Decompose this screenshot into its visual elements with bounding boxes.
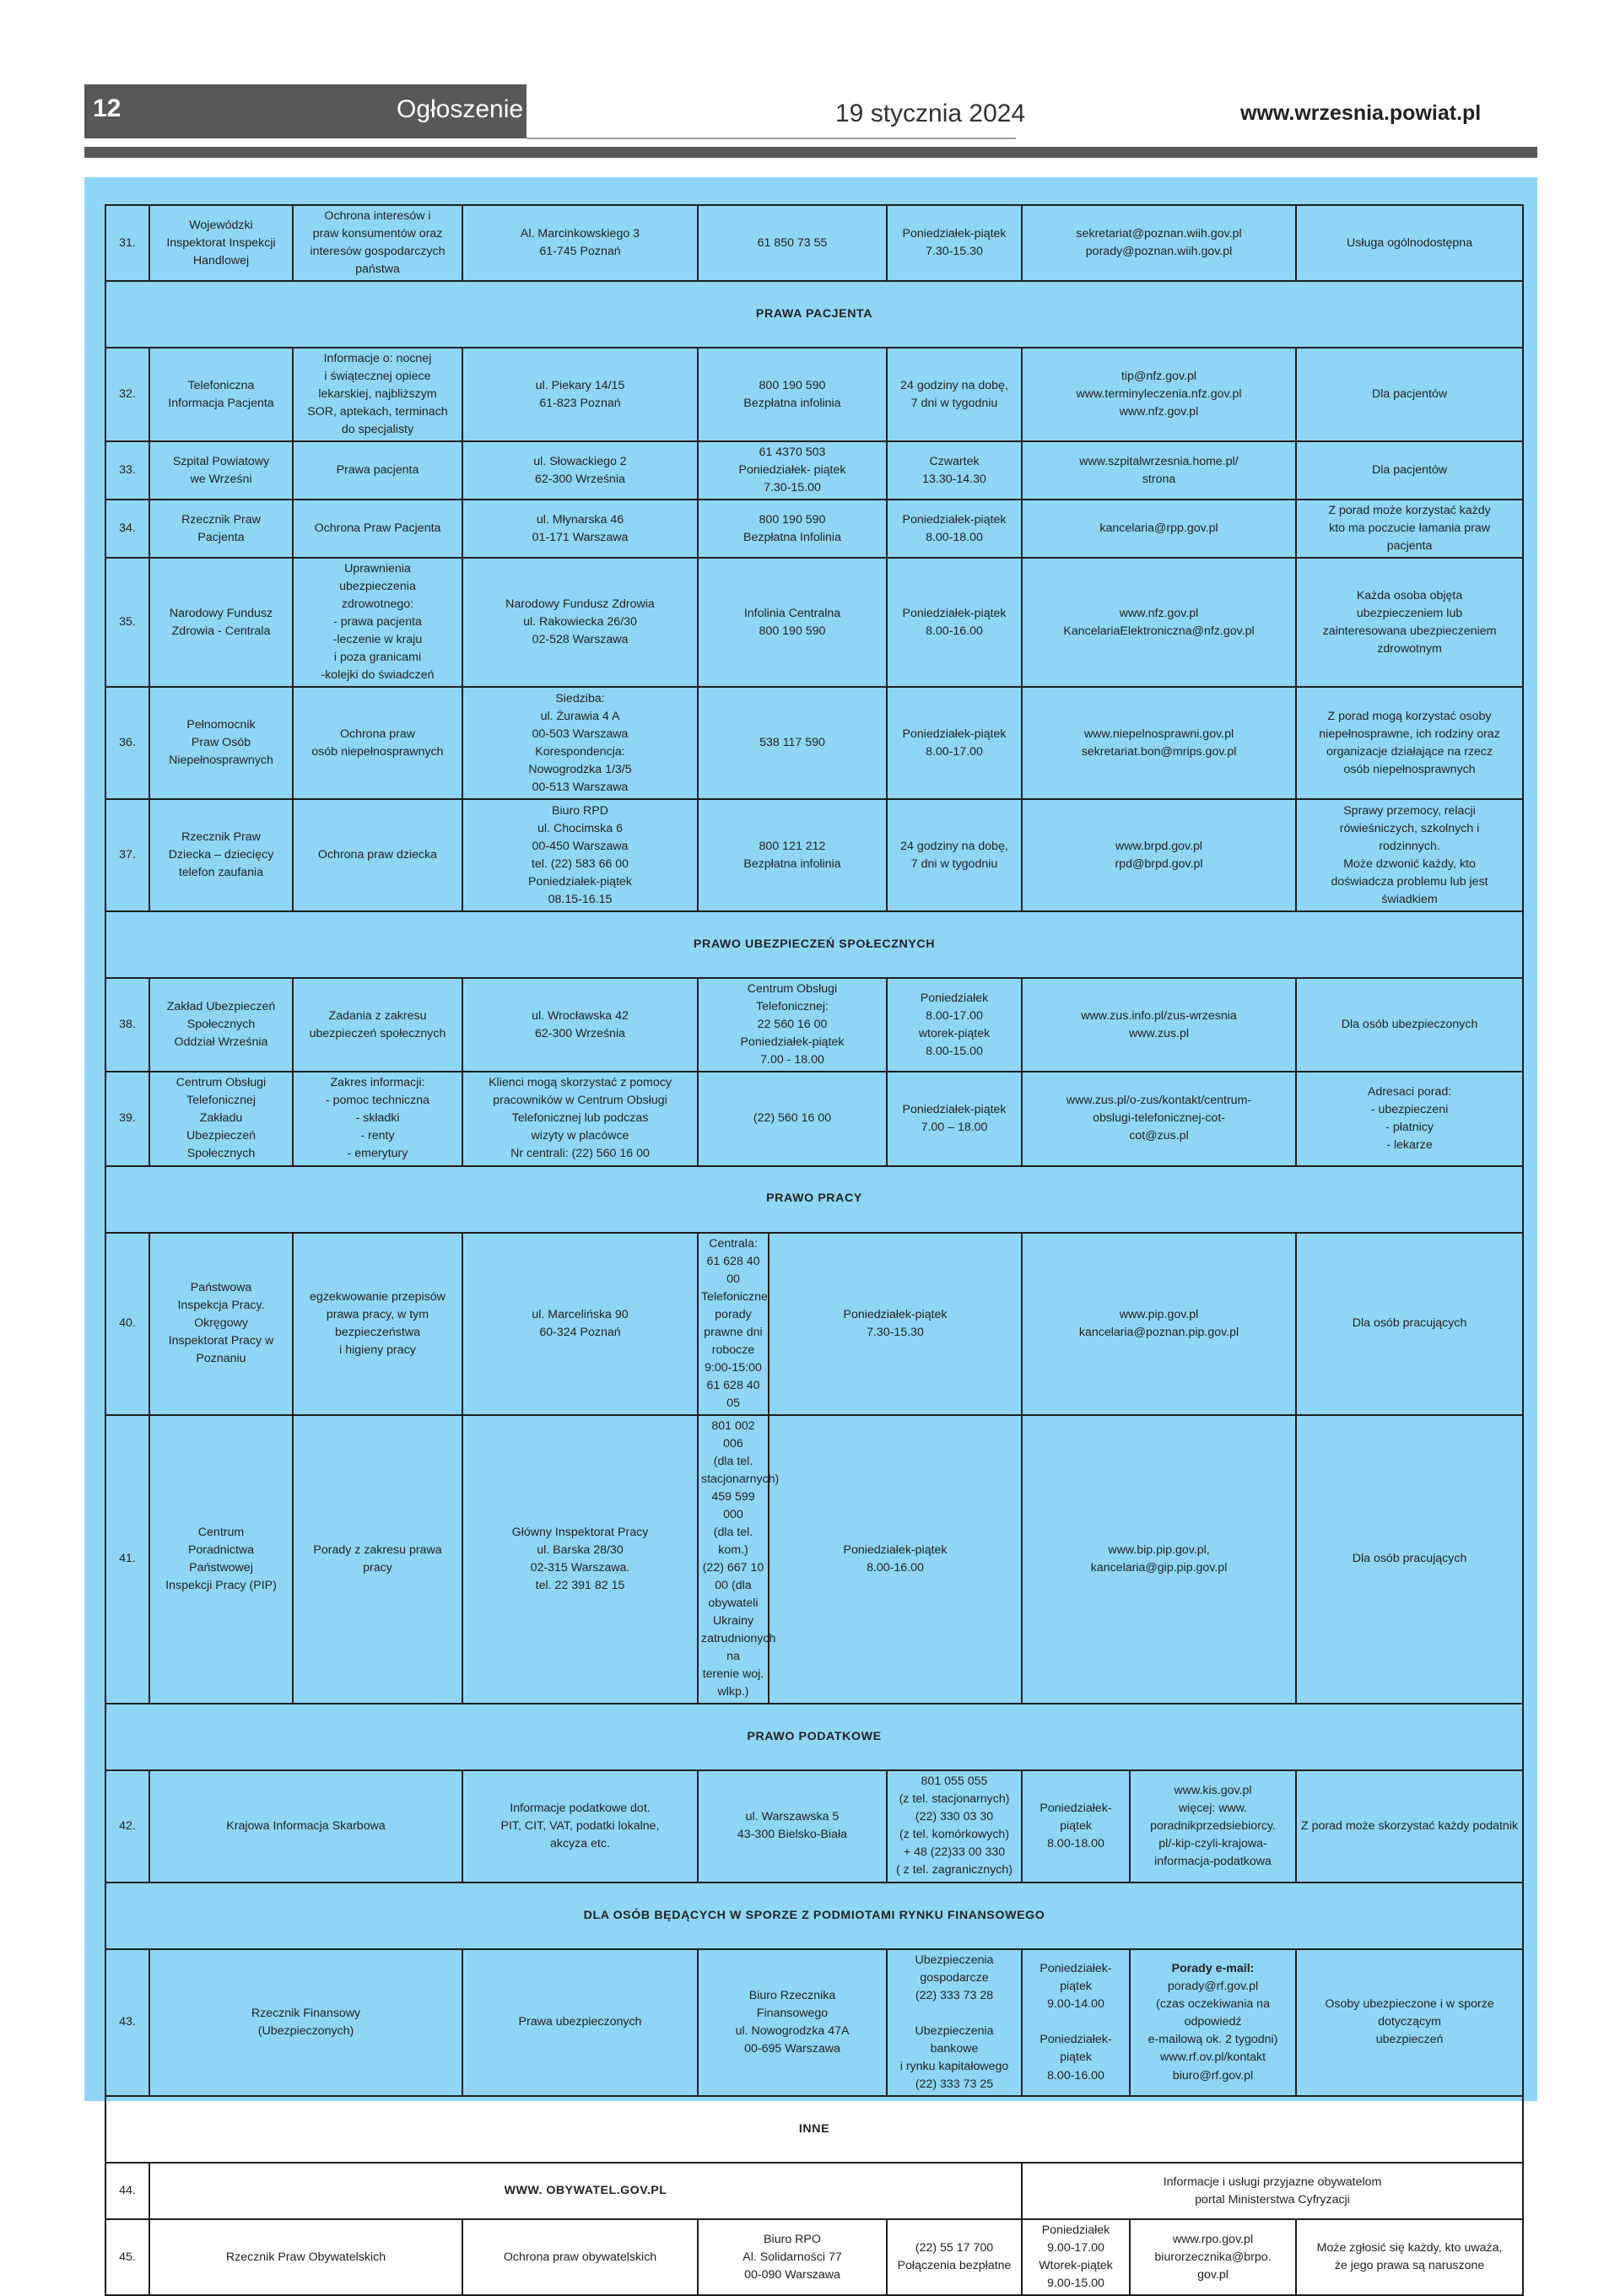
contact-cell: kancelaria@rpp.gov.pl (1022, 500, 1296, 558)
audience-cell: Adresaci porad: - ubezpieczeni - płatnicy - lekarze (1296, 1072, 1523, 1165)
website-link[interactable]: www.wrzesnia.powiat.pl (1240, 101, 1482, 125)
section-heading-row (105, 1704, 1523, 1770)
hours-cell: Poniedziałek-piątek 7.30-15.30 (769, 1233, 1022, 1415)
audience-cell: Dla osób pracujących (1296, 1415, 1523, 1704)
address-cell: ul. Marcelińska 90 60-324 Poznań (462, 1233, 698, 1415)
phone-cell: 800 190 590 Bezpłatna Infolinia (698, 500, 887, 558)
phone-cell: (22) 55 17 700 Połączenia bezpłatne (887, 2219, 1022, 2295)
hours-cell: Poniedziałek-piątek 8.00-16.00 (887, 558, 1022, 687)
table-row (105, 1949, 1523, 2096)
hours-cell: Poniedziałek-piątek 7.00 – 18.00 (887, 1072, 1022, 1165)
institution-name: Pełnomocnik Praw Osób Niepełnosprawnych (149, 687, 293, 799)
hours-cell: Poniedziałek- piątek 8.00-18.00 (1022, 1770, 1130, 1883)
section-heading-row (105, 1883, 1523, 1949)
service-scope: Informacje o: nocnej i świątecznej opiece lekarskiej, najbliższym SOR, aptekach, terminach do specjalisty (293, 348, 462, 441)
audience-cell: Sprawy przemocy, relacji rówieśniczych, szkolnych i rodzinnych. Może dzwonić każdy, kto doświadcza problemu lub jest świadkiem (1296, 799, 1523, 911)
audience-cell: Może zgłosić się każdy, kto uważa, że jego prawa są naruszone (1296, 2219, 1523, 2295)
service-scope: Ochrona praw osób niepełnosprawnych (293, 687, 462, 799)
audience-cell: Osoby ubezpieczone i w sporze dotyczącym ubezpieczeń (1296, 1949, 1523, 2096)
institution-name: Rzecznik Praw Obywatelskich (149, 2219, 462, 2295)
contact-cell (1130, 1949, 1296, 2096)
row-number: 36. (105, 687, 149, 799)
contact-title: Porady e-mail: (1171, 1962, 1255, 1976)
table-row (105, 1233, 1523, 1415)
institution-name: Centrum Obsługi Telefonicznej Zakładu Ubezpieczeń Społecznych (149, 1072, 293, 1165)
table-row (105, 441, 1523, 500)
row-number: 44. (105, 2163, 149, 2219)
table-row (105, 205, 1523, 281)
service-scope: Prawa pacjenta (293, 441, 462, 500)
phone-cell: 61 850 73 55 (698, 205, 887, 281)
advice-table (105, 204, 1524, 2296)
institution-name: Narodowy Fundusz Zdrowia - Centrala (149, 558, 293, 687)
contact-cell: www.szpitalwrzesnia.home.pl/ strona (1022, 441, 1296, 500)
section-label: Ogłoszenie (397, 95, 524, 123)
phone-cell: Centrum Obsługi Telefonicznej: 22 560 16 00 Poniedziałek-piątek 7.00 - 18.00 (698, 978, 887, 1072)
address-cell: Biuro RPO Al. Solidarności 77 00-090 Warszawa (698, 2219, 887, 2295)
header-bar (84, 84, 526, 138)
service-scope: Uprawnienia ubezpieczenia zdrowotnego: - prawa pacjenta -leczenie w kraju i poza granicami -kolejki do świadczeń (293, 558, 462, 687)
institution-name: Centrum Poradnictwa Państwowej Inspekcji Pracy (PIP) (149, 1415, 293, 1704)
hours-cell: Poniedziałek-piątek 8.00-16.00 (769, 1415, 1022, 1704)
row-number: 41. (105, 1415, 149, 1704)
audience-cell: Dla pacjentów (1296, 348, 1523, 441)
phone-cell: 800 190 590 Bezpłatna infolinia (698, 348, 887, 441)
row-number: 35. (105, 558, 149, 687)
hours-cell: Poniedziałek-piątek 8.00-17.00 (887, 687, 1022, 799)
table-row (105, 348, 1523, 441)
row-number: 31. (105, 205, 149, 281)
hours-cell: Poniedziałek-piątek 7.30-15.30 (887, 205, 1022, 281)
institution-name: Rzecznik Finansowy (Ubezpieczonych) (149, 1949, 462, 2096)
section-heading: DLA OSÓB BĘDĄCYCH W SPORZE Z PODMIOTAMI RYNKU FINANSOWEGO (105, 1883, 1523, 1949)
hours-cell: 24 godziny na dobę, 7 dni w tygodniu (887, 348, 1022, 441)
service-scope: Zadania z zakresu ubezpieczeń społecznych (293, 978, 462, 1072)
contact-details: porady@rf.gov.pl (czas oczekiwania na odpowiedź e-mailową ok. 2 tygodni) www.rf.ov.pl/kontakt biuro@rf.gov.pl (1148, 1980, 1278, 2083)
phone-cell: (22) 560 16 00 (698, 1072, 887, 1165)
section-heading-row (105, 281, 1523, 348)
service-scope: Porady z zakresu prawa pracy (293, 1415, 462, 1704)
address-cell: ul. Warszawska 5 43-300 Bielsko-Biała (698, 1770, 887, 1883)
contact-cell: www.pip.gov.pl kancelaria@poznan.pip.gov.pl (1022, 1233, 1296, 1415)
service-scope: Informacje podatkowe dot. PIT, CIT, VAT, podatki lokalne, akcyza etc. (462, 1770, 698, 1883)
institution-name: Szpital Powiatowy we Wrześni (149, 441, 293, 500)
institution-name: Telefoniczna Informacja Pacjenta (149, 348, 293, 441)
contact-cell: www.rpo.gov.pl biurorzecznika@brpo. gov.pl (1130, 2219, 1296, 2295)
obywatel-link[interactable]: WWW. OBYWATEL.GOV.PL (149, 2163, 1022, 2219)
row-number: 33. (105, 441, 149, 500)
contact-cell: www.nfz.gov.pl KancelariaElektroniczna@nfz.gov.pl (1022, 558, 1296, 687)
institution-name: Rzecznik Praw Pacjenta (149, 500, 293, 558)
header-rule (84, 147, 1537, 158)
section-heading: INNE (105, 2096, 1523, 2163)
row-number: 40. (105, 1233, 149, 1415)
audience-cell: Z porad może korzystać każdy kto ma poczucie łamania praw pacjenta (1296, 500, 1523, 558)
table-row (105, 1072, 1523, 1165)
table-row (105, 2163, 1523, 2219)
section-heading-row (105, 1166, 1523, 1233)
row-number: 42. (105, 1770, 149, 1883)
service-scope: Ochrona praw dziecka (293, 799, 462, 911)
institution-name: Zakład Ubezpieczeń Społecznych Oddział Września (149, 978, 293, 1072)
audience-cell: Dla osób ubezpieczonych (1296, 978, 1523, 1072)
content-panel (84, 177, 1537, 2291)
phone-cell: 800 121 212 Bezpłatna infolinia (698, 799, 887, 911)
contact-cell: sekretariat@poznan.wiih.gov.pl porady@poznan.wiih.gov.pl (1022, 205, 1296, 281)
contact-cell: tip@nfz.gov.pl www.terminyleczenia.nfz.gov.pl www.nfz.gov.pl (1022, 348, 1296, 441)
address-cell: Siedziba: ul. Żurawia 4 A 00-503 Warszawa Korespondencja: Nowogrodzka 1/3/5 00-513 Warszawa (462, 687, 698, 799)
audience-cell: Każda osoba objęta ubezpieczeniem lub zainteresowana ubezpieczeniem zdrowotnym (1296, 558, 1523, 687)
row-number: 37. (105, 799, 149, 911)
table-row (105, 1770, 1523, 1883)
row-number: 34. (105, 500, 149, 558)
address-cell: Al. Marcinkowskiego 3 61-745 Poznań (462, 205, 698, 281)
header-underline (526, 138, 1016, 139)
issue-date: 19 stycznia 2024 (835, 100, 1026, 127)
address-cell: ul. Młynarska 46 01-171 Warszawa (462, 500, 698, 558)
contact-cell: www.zus.pl/o-zus/kontakt/centrum- obslugi-telefonicznej-cot- cot@zus.pl (1022, 1072, 1296, 1165)
section-heading-row (105, 911, 1523, 978)
table-row (105, 500, 1523, 558)
audience-cell: Usługa ogólnodostępna (1296, 205, 1523, 281)
table-row (105, 1415, 1523, 1704)
service-scope: Ochrona praw obywatelskich (462, 2219, 698, 2295)
service-scope: Ochrona interesów i praw konsumentów oraz interesów gospodarczych państwa (293, 205, 462, 281)
service-scope: Ochrona Praw Pacjenta (293, 500, 462, 558)
table-row (105, 2219, 1523, 2295)
page-number: 12 (93, 95, 122, 122)
row-number: 39. (105, 1072, 149, 1165)
phone-cell: 801 002 006 (dla tel. stacjonarnych) 459 599 000 (dla tel. kom.) (22) 667 10 00 (dla obywateli Ukrainy zatrudnionych na terenie woj. wlkp.) (698, 1415, 769, 1704)
phone-cell: 61 4370 503 Poniedziałek- piątek 7.30-15.00 (698, 441, 887, 500)
section-heading: PRAWO PRACY (105, 1166, 1523, 1233)
institution-name: Państwowa Inspekcja Pracy. Okręgowy Inspektorat Pracy w Poznaniu (149, 1233, 293, 1415)
page-header (84, 84, 1537, 160)
hours-cell: Poniedziałek 8.00-17.00 wtorek-piątek 8.00-15.00 (887, 978, 1022, 1072)
contact-cell: www.bip.pip.gov.pl, kancelaria@gip.pip.gov.pl (1022, 1415, 1296, 1704)
row-number: 43. (105, 1949, 149, 2096)
section-heading: PRAWO UBEZPIECZEŃ SPOŁECZNYCH (105, 911, 1523, 978)
address-cell: ul. Słowackiego 2 62-300 Września (462, 441, 698, 500)
hours-cell: Poniedziałek- piątek 9.00-14.00 Poniedziałek- piątek 8.00-16.00 (1022, 1949, 1130, 2096)
phone-cell: 538 117 590 (698, 687, 887, 799)
phone-cell: Centrala: 61 628 40 00 Telefoniczne porady prawne dni robocze 9:00-15:00 61 628 40 05 (698, 1233, 769, 1415)
contact-cell: www.niepelnosprawni.gov.pl sekretariat.bon@mrips.gov.pl (1022, 687, 1296, 799)
contact-cell: www.kis.gov.pl więcej: www. poradnikprzedsiebiorcy. pl/-kip-czyli-krajowa- informacja-podatkowa (1130, 1770, 1296, 1883)
section-heading: PRAWA PACJENTA (105, 281, 1523, 348)
phone-cell: Ubezpieczenia gospodarcze (22) 333 73 28 Ubezpieczenia bankowe i rynku kapitałowego (22) 333 73 25 (887, 1949, 1022, 2096)
institution-name: Rzecznik Praw Dziecka – dziecięcy telefon zaufania (149, 799, 293, 911)
phone-cell: 801 055 055 (z tel. stacjonarnych) (22) 330 03 30 (z tel. komórkowych) + 48 (22)33 00 330 ( z tel. zagranicznych) (887, 1770, 1022, 1883)
audience-cell: Dla osób pracujących (1296, 1233, 1523, 1415)
address-cell: ul. Wrocławska 42 62-300 Września (462, 978, 698, 1072)
institution-name: Wojewódzki Inspektorat Inspekcji Handlowej (149, 205, 293, 281)
table-row (105, 558, 1523, 687)
phone-cell: Infolinia Centralna 800 190 590 (698, 558, 887, 687)
row-number: 32. (105, 348, 149, 441)
section-heading-row (105, 2096, 1523, 2163)
section-heading: PRAWO PODATKOWE (105, 1704, 1523, 1770)
address-cell: Biuro RPD ul. Chocimska 6 00-450 Warszawa tel. (22) 583 66 00 Poniedziałek-piątek 08.15-16.15 (462, 799, 698, 911)
institution-name: Krajowa Informacja Skarbowa (149, 1770, 462, 1883)
audience-cell: Z porad może skorzystać każdy podatnik (1296, 1770, 1523, 1883)
row-number: 45. (105, 2219, 149, 2295)
hours-cell: Poniedziałek-piątek 8.00-18.00 (887, 500, 1022, 558)
row-number: 38. (105, 978, 149, 1072)
table-row (105, 687, 1523, 799)
service-scope: Zakres informacji: - pomoc techniczna - składki - renty - emerytury (293, 1072, 462, 1165)
audience-cell: Z porad mogą korzystać osoby niepełnosprawne, ich rodziny oraz organizacje działające na rzecz osób niepełnosprawnych (1296, 687, 1523, 799)
address-cell: Biuro Rzecznika Finansowego ul. Nowogrodzka 47A 00-695 Warszawa (698, 1949, 887, 2096)
table-row (105, 978, 1523, 1072)
contact-cell: www.zus.info.pl/zus-wrzesnia www.zus.pl (1022, 978, 1296, 1072)
address-cell: Klienci mogą skorzystać z pomocy pracowników w Centrum Obsługi Telefonicznej lub podczas wizyty w placówce Nr centrali: (22) 560 16 00 (462, 1072, 698, 1165)
address-cell: ul. Piekary 14/15 61-823 Poznań (462, 348, 698, 441)
hours-cell: 24 godziny na dobę, 7 dni w tygodniu (887, 799, 1022, 911)
address-cell: Narodowy Fundusz Zdrowia ul. Rakowiecka 26/30 02-528 Warszawa (462, 558, 698, 687)
hours-cell: Czwartek 13.30-14.30 (887, 441, 1022, 500)
address-cell: Główny Inspektorat Pracy ul. Barska 28/30 02-315 Warszawa. tel. 22 391 82 15 (462, 1415, 698, 1704)
table-row (105, 799, 1523, 911)
audience-cell: Dla pacjentów (1296, 441, 1523, 500)
hours-cell: Poniedziałek 9.00-17.00 Wtorek-piątek 9.00-15.00 (1022, 2219, 1130, 2295)
info-cell: Informacje i usługi przyjazne obywatelom portal Ministerstwa Cyfryzacji (1022, 2163, 1523, 2219)
service-scope: Prawa ubezpieczonych (462, 1949, 698, 2096)
service-scope: egzekwowanie przepisów prawa pracy, w tym bezpieczeństwa i higieny pracy (293, 1233, 462, 1415)
contact-cell: www.brpd.gov.pl rpd@brpd.gov.pl (1022, 799, 1296, 911)
